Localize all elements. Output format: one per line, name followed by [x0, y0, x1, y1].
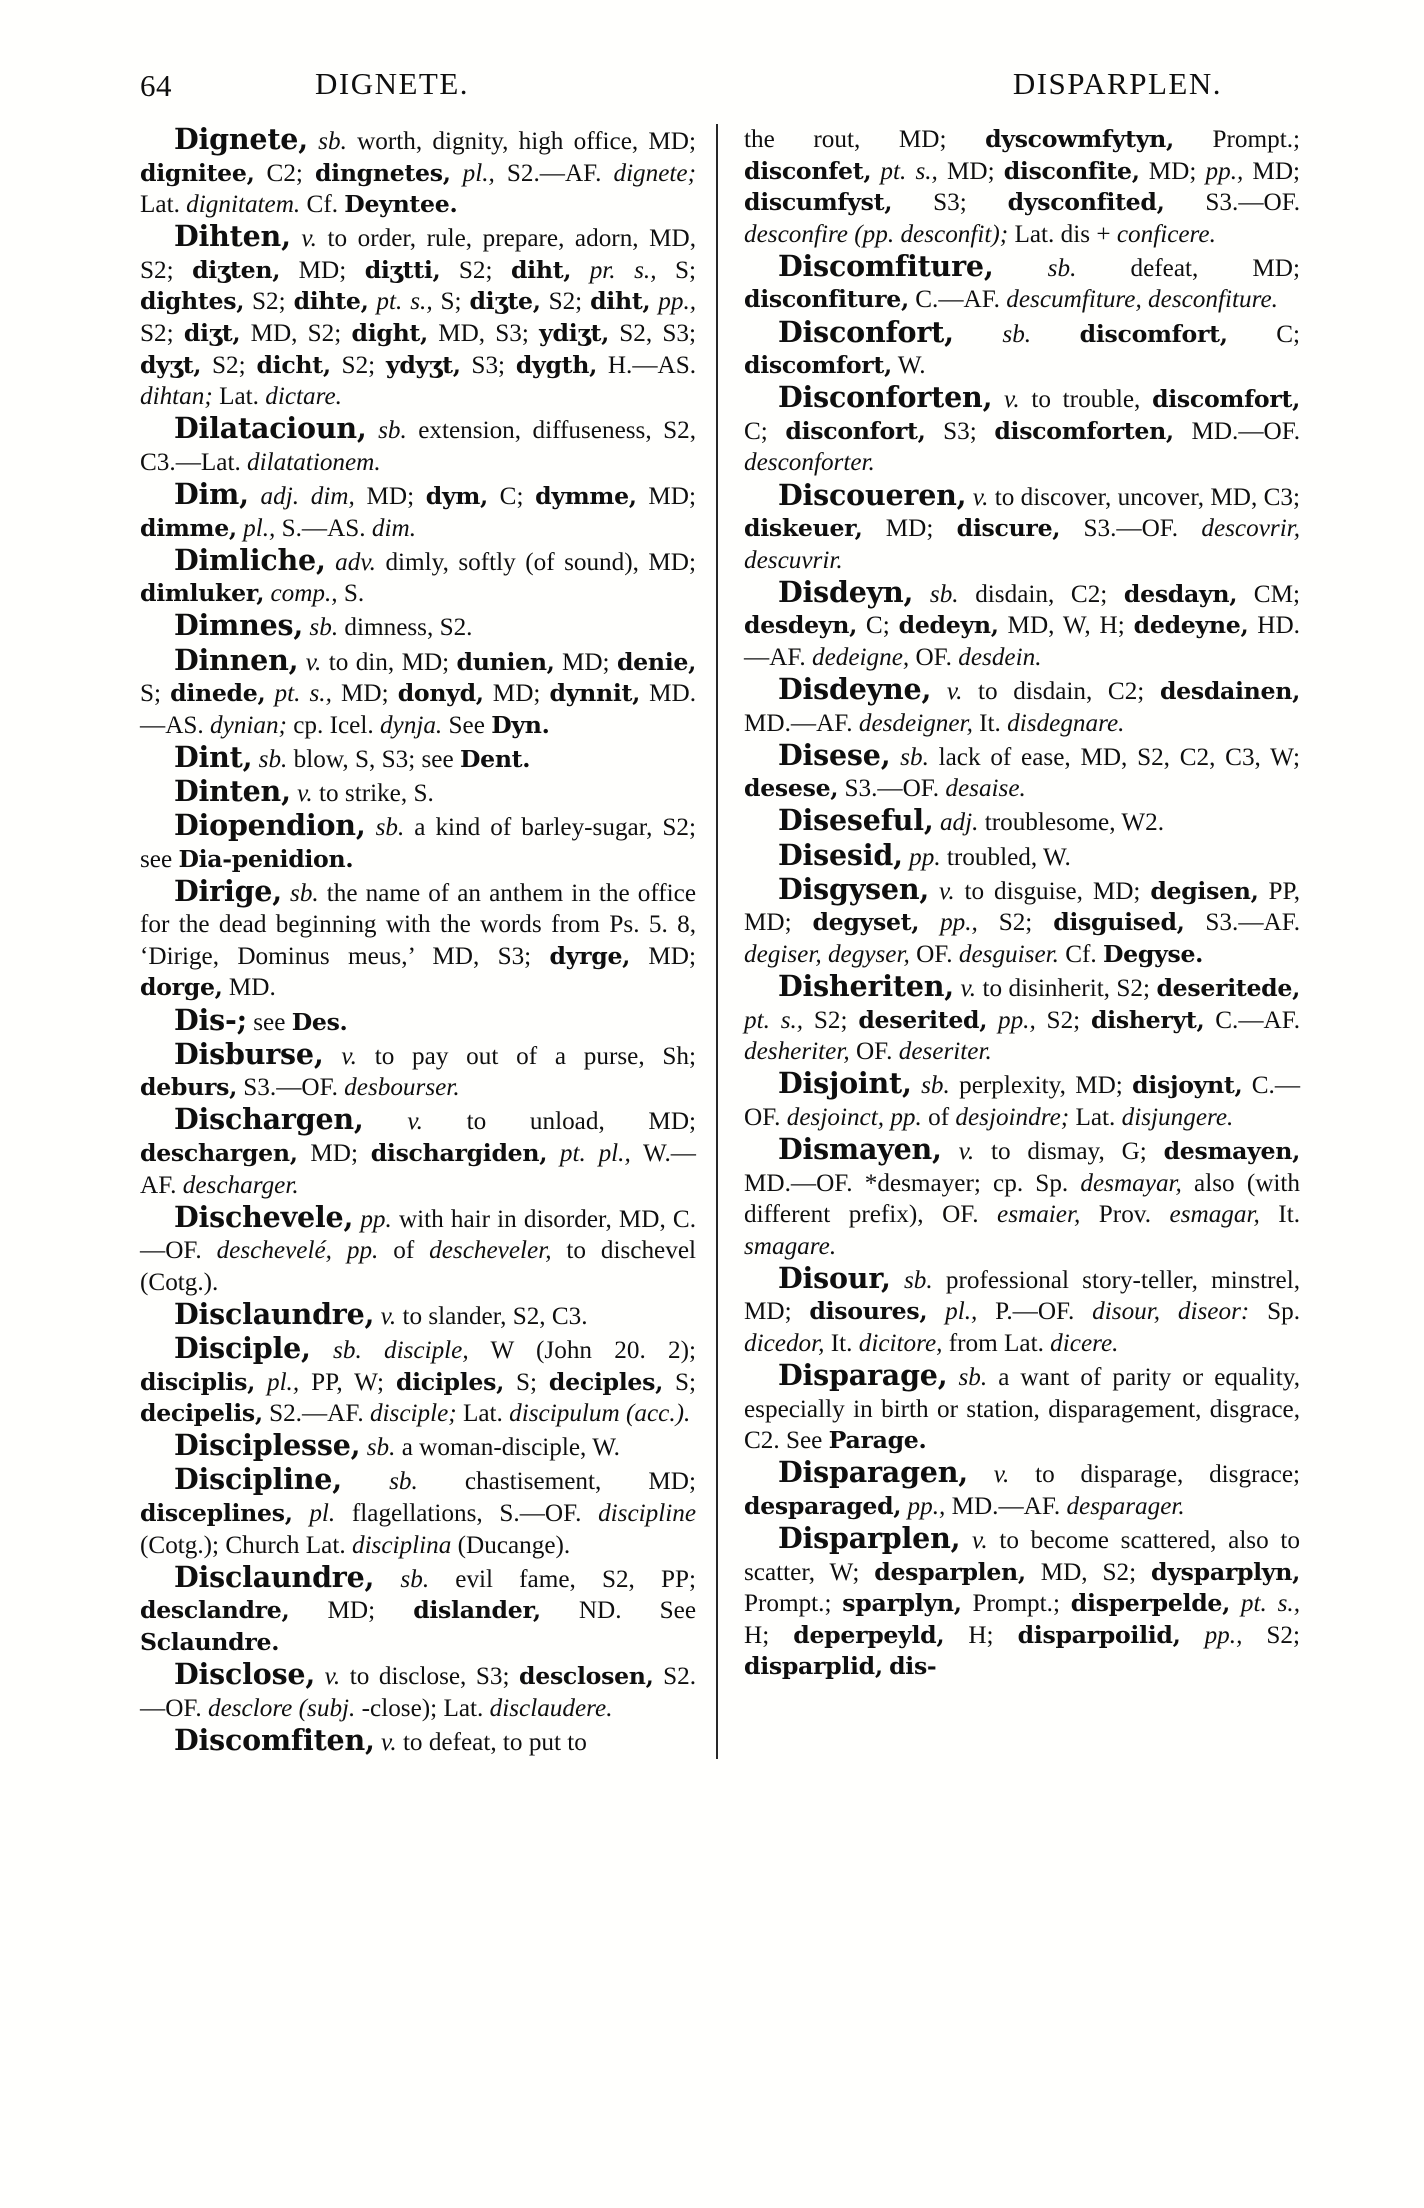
dictionary-entry — [744, 574, 1300, 674]
entry-body: v. to disinherit, S2; deseritede, pt. s., S2; deserited, pp., S2; disheryt, C.—AF. desheriter, OF. deseriter. — [744, 973, 1301, 1066]
entry-headword: Disclaundre, — [174, 1559, 375, 1594]
dictionary-entry — [140, 1104, 696, 1201]
dictionary-entry — [140, 1296, 696, 1333]
entry-headword: Dis-; — [174, 1002, 247, 1037]
dictionary-entry — [140, 873, 697, 1004]
entry-headword: Disclaundre, — [174, 1296, 375, 1331]
entry-body: sb. perplexity, MD; disjoynt, C.—OF. desjoinct, pp. of desjoindre; Lat. disjungere. — [744, 1071, 1301, 1131]
dictionary-entry — [140, 1722, 696, 1759]
entry-body: sb. disciple, W (John 20. 2); disciplis, pl., PP, W; diciples, S; deciples, S; decipelis, S2.—AF. disciple; Lat. discipulum (acc.). — [140, 1336, 696, 1428]
entry-body: sb. a want of parity or equality, especially in birth or station, disparagement, disgrace, C2. See Parage. — [744, 1364, 1300, 1455]
entry-body: v. to defeat, to put to — [381, 1728, 587, 1756]
dictionary-entry — [140, 1430, 696, 1464]
dictionary-entry — [744, 248, 1300, 316]
dictionary-entry — [744, 1131, 1301, 1262]
dictionary-entry — [140, 1464, 696, 1561]
dictionary-entry — [744, 124, 1300, 250]
entry-headword: Diopendion, — [174, 807, 366, 842]
dictionary-entry — [744, 1360, 1300, 1457]
entry-body: pp. troubled, W. — [909, 843, 1071, 871]
running-head — [140, 60, 1300, 118]
dictionary-entry — [140, 124, 696, 221]
entry-headword: Disheriten, — [778, 968, 955, 1003]
dictionary-entry — [744, 1068, 1300, 1133]
dictionary-entry — [140, 1199, 697, 1299]
dictionary-entry — [140, 221, 696, 413]
dictionary-entry — [140, 413, 696, 478]
entry-body: sb. the name of an anthem in the office for the dead beginning with the words from Ps. 5. 8, ‘Dirige, Dominus meus,’ MD, S3; dyrge, MD; dorge, MD. — [140, 879, 697, 1002]
entry-body: v. to dismay, G; desmayen, MD.—OF. *desmayer; cp. Sp. desmayar, also (with different prefix), OF. esmaier, Prov. esmagar, It. smagare. — [744, 1136, 1301, 1260]
entry-body: v. to pay out of a purse, Sh; deburs, S3.—OF. desbourser. — [140, 1042, 697, 1102]
entry-headword: Dim, — [174, 477, 249, 512]
entry-body: v. to trouble, discomfort, C; disconfort, S3; discomforten, MD.—OF. desconforter. — [744, 385, 1301, 477]
dictionary-entry — [140, 773, 696, 810]
entry-body: v. to din, MD; dunien, MD; denie, S; dinede, pt. s., MD; donyd, MD; dynnit, MD.—AS. dynian; cp. Icel. dynja. See Dyn. — [140, 647, 696, 739]
page-body — [140, 60, 1300, 1759]
entry-headword: Discoueren, — [778, 477, 967, 512]
dictionary-entry — [744, 871, 1300, 971]
dictionary-entry — [744, 737, 1300, 805]
entry-headword: Dihten, — [174, 219, 291, 254]
dictionary-entry — [744, 477, 1301, 577]
entry-body: v. to slander, S2, C3. — [380, 1302, 588, 1330]
entry-body: sb. lack of ease, MD, S2, C2, C3, W; desese, S3.—OF. desaise. — [744, 743, 1300, 803]
entry-headword: Disconforten, — [778, 380, 993, 415]
entry-body: pp. with hair in disorder, MD, C.—OF. deschevelé, pp. of descheveler, to dischevel (Cotg.). — [140, 1205, 697, 1296]
dictionary-entry — [744, 1260, 1301, 1360]
running-head-left: DIGNETE. — [315, 66, 470, 101]
entry-body: sb. blow, S, S3; see Dent. — [258, 744, 531, 773]
entry-body: sb. disdain, C2; desdayn, CM; desdeyn, C; dedeyn, MD, W, H; dedeyne, HD.—AF. dedeigne, OF. desdein. — [744, 579, 1300, 671]
entry-headword: Dismayen, — [778, 1131, 942, 1166]
entry-headword: Dimnes, — [174, 608, 304, 643]
entry-headword: Dinten, — [174, 773, 291, 808]
dictionary-entry — [744, 382, 1300, 479]
dictionary-entry — [140, 542, 696, 610]
two-column-text — [140, 124, 1300, 1759]
entry-headword: Disburse, — [174, 1036, 324, 1071]
entry-body: v. to strike, S. — [297, 779, 434, 807]
dictionary-entry — [744, 674, 1300, 739]
entry-body: adj. dim, MD; dym, C; dymme, MD; dimme, pl., S.—AS. dim. — [140, 482, 696, 542]
entry-headword: Disparplen, — [778, 1521, 961, 1556]
entry-body: sb. discomfort, C; discomfort, W. — [744, 319, 1300, 380]
dictionary-entry — [140, 1656, 697, 1724]
entry-body: sb. professional story-teller, minstrel, MD; disoures, pl., P.—OF. disour, diseor: Sp. dicedor, It. dicitore, from Lat. dicere. — [744, 1266, 1301, 1357]
entry-headword: Disgysen, — [778, 871, 930, 906]
dictionary-entry — [140, 642, 696, 742]
dictionary-entry — [140, 807, 696, 875]
entry-body: sb. extension, diffuseness, S2, C3.—Lat. dilatationem. — [140, 417, 697, 476]
entry-headword: Dischevele, — [174, 1199, 354, 1234]
dictionary-entry — [140, 1330, 696, 1430]
entry-body: sb. evil fame, S2, PP; desclandre, MD; dislander, ND. See Sclaundre. — [140, 1565, 696, 1656]
entry-headword: Dilatacioun, — [174, 411, 367, 446]
entry-headword: Disese, — [778, 737, 891, 772]
entry-headword: Discomfiture, — [778, 248, 994, 283]
dictionary-entry — [140, 1002, 696, 1039]
entry-body: v. to disclose, S3; desclosen, S2.—OF. desclore (subj. -close); Lat. disclaudere. — [140, 1661, 697, 1722]
entry-headword: Discomfiten, — [174, 1722, 375, 1757]
entry-body: the rout, MD; dyscowmfytyn, Prompt.; disconfet, pt. s., MD; disconfite, MD; pp., MD; discumfyst, S3; dysconfited, S3.—OF. desconfire (pp. desconfit); Lat. dis + conficere. — [744, 125, 1301, 248]
dictionary-entry — [140, 1036, 697, 1104]
entry-body: sb. defeat, MD; disconfiture, C.—AF. descumfiture, desconfiture. — [744, 254, 1300, 314]
entry-headword: Dischargen, — [174, 1102, 364, 1137]
entry-body: v. to disdain, C2; desdainen, MD.—AF. desdeigner, It. disdegnare. — [744, 677, 1301, 737]
entry-body: see Des. — [246, 1007, 348, 1036]
entry-body: sb. worth, dignity, high office, MD; dignitee, C2; dingnetes, pl., S2.—AF. dignete; Lat. dignitatem. Cf. Deyntee. — [140, 128, 696, 219]
entry-headword: Dinnen, — [174, 642, 299, 677]
dictionary-entry — [140, 479, 696, 544]
entry-headword: Dint, — [174, 739, 253, 774]
dictionary-entry — [744, 837, 1300, 874]
entry-headword: Disour, — [778, 1260, 891, 1295]
entry-headword: Disciplesse, — [174, 1428, 361, 1463]
dictionary-entry — [744, 1523, 1300, 1683]
dictionary-entry — [140, 1559, 696, 1659]
entry-body: adv. dimly, softly (of sound), MD; dimluker, comp., S. — [140, 548, 696, 608]
column-left — [140, 124, 716, 1759]
dictionary-entry — [140, 739, 696, 776]
entry-headword: Disparage, — [778, 1358, 948, 1393]
page-number: 64 — [140, 68, 172, 103]
entry-body: sb. a woman-disciple, W. — [366, 1434, 620, 1462]
entry-body: v. to become scattered, also to scatter, W; desparplen, MD, S2; dysparplyn, Prompt.; sparplyn, Prompt.; disperpelde, pt. s., H; deperpeyld, H; disparpoilid, pp., S2; disparplid, dis- — [744, 1527, 1301, 1681]
entry-headword: Disconfort, — [778, 314, 954, 349]
entry-headword: Disclose, — [174, 1656, 316, 1691]
entry-body: sb. dimness, S2. — [309, 614, 473, 642]
entry-body: sb. chastisement, MD; disceplines, pl. flagellations, S.—OF. discipline (Cotg.); Church Lat. disciplina (Ducange). — [140, 1468, 697, 1559]
entry-body: adj. troublesome, W2. — [939, 809, 1165, 837]
entry-headword: Disjoint, — [778, 1066, 912, 1101]
entry-body: v. to disguise, MD; degisen, PP, MD; degyset, pp., S2; disguised, S3.—AF. degiser, degyser, OF. desguiser. Cf. Degyse. — [744, 876, 1300, 968]
entry-headword: Disparagen, — [778, 1455, 968, 1490]
dictionary-entry — [744, 314, 1300, 382]
dictionary-entry — [140, 610, 696, 644]
dictionary-entry — [744, 805, 1300, 839]
dictionary-entry — [744, 968, 1301, 1068]
entry-headword: Disesid, — [778, 837, 903, 872]
entry-headword: Disdeyn, — [778, 574, 914, 609]
column-right — [716, 124, 1300, 1759]
entry-body: v. to order, rule, prepare, adorn, MD, S2; diʒten, MD; diʒtti, S2; diht, pr. s., S; dightes, S2; dihte, pt. s., S; diʒte, S2; diht, pp., S2; diʒt, MD, S2; dight, MD, S3; ydiʒt, S2, S3; dyʒt, S2; dicht, S2; ydyʒt, S3; dygth, H.—AS. dihtan; Lat. dictare. — [140, 225, 697, 411]
entry-headword: Disciple, — [174, 1330, 311, 1365]
entry-headword: Dirige, — [174, 873, 282, 908]
dictionary-entry — [744, 1457, 1300, 1522]
entry-body: v. to discover, uncover, MD, C3; diskeuer, MD; discure, S3.—OF. descovrir, descuvrir. — [744, 483, 1301, 574]
entry-headword: Dimliche, — [174, 542, 326, 577]
entry-body: v. to unload, MD; deschargen, MD; dischargiden, pt. pl., W.—AF. descharger. — [140, 1108, 697, 1199]
entry-headword: Dignete, — [174, 122, 308, 156]
entry-body: v. to disparage, disgrace; desparaged, pp., MD.—AF. desparager. — [744, 1461, 1300, 1520]
entry-body: sb. a kind of barley-sugar, S2; see Dia-penidion. — [140, 813, 696, 873]
entry-headword: Diseseful, — [778, 803, 934, 838]
entry-headword: Discipline, — [174, 1462, 342, 1497]
entry-headword: Disdeyne, — [778, 672, 932, 707]
running-head-right: DISPARPLEN. — [1012, 66, 1222, 101]
